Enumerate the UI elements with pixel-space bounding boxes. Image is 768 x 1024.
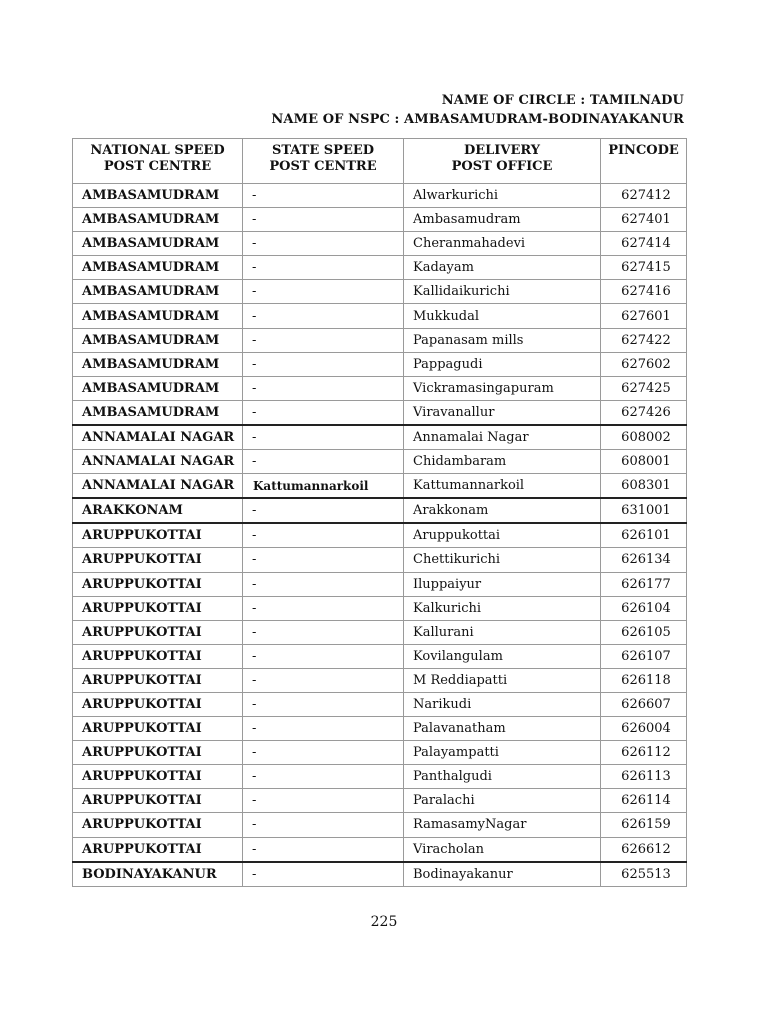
column-header-line: DELIVERY (463, 143, 541, 158)
cell-nspc: AMBASAMUDRAM (73, 376, 243, 400)
cell-nspc: ARUPPUKOTTAI (73, 668, 243, 692)
cell-sspc: - (243, 280, 404, 304)
cell-pincode: 626118 (601, 668, 687, 692)
cell-nspc: ARUPPUKOTTAI (73, 572, 243, 596)
cell-nspc: ARUPPUKOTTAI (73, 813, 243, 837)
table-row (73, 717, 687, 741)
cell-sspc: - (243, 572, 404, 596)
column-header-pincode (601, 139, 687, 184)
table-row (73, 208, 687, 232)
cell-pincode: 608001 (601, 450, 687, 474)
cell-delivery-office: Narikudi (404, 692, 601, 716)
cell-delivery-office: Palavanatham (404, 717, 601, 741)
cell-nspc: AMBASAMUDRAM (73, 256, 243, 280)
table-row (73, 352, 687, 376)
cell-sspc: - (243, 620, 404, 644)
cell-nspc: AMBASAMUDRAM (73, 400, 243, 425)
cell-pincode: 626101 (601, 523, 687, 548)
cell-sspc: - (243, 400, 404, 425)
cell-delivery-office: Bodinayakanur (404, 862, 601, 887)
cell-sspc: - (243, 765, 404, 789)
cell-sspc: - (243, 425, 404, 450)
cell-nspc: BODINAYAKANUR (73, 862, 243, 887)
cell-pincode: 626004 (601, 717, 687, 741)
cell-delivery-office: Kalkurichi (404, 596, 601, 620)
table-header (73, 139, 687, 184)
table-row (73, 668, 687, 692)
cell-nspc: ARAKKONAM (73, 498, 243, 523)
table-row (73, 620, 687, 644)
cell-delivery-office: Annamalai Nagar (404, 425, 601, 450)
cell-sspc: - (243, 668, 404, 692)
cell-delivery-office: Mukkudal (404, 304, 601, 328)
cell-nspc: AMBASAMUDRAM (73, 280, 243, 304)
cell-sspc: - (243, 232, 404, 256)
cell-sspc: - (243, 328, 404, 352)
cell-sspc: - (243, 523, 404, 548)
cell-delivery-office: Kallidaikurichi (404, 280, 601, 304)
cell-nspc: ARUPPUKOTTAI (73, 644, 243, 668)
column-header-line: NATIONAL SPEED (90, 143, 225, 158)
cell-pincode: 626112 (601, 741, 687, 765)
cell-sspc: - (243, 208, 404, 232)
table-row (73, 304, 687, 328)
cell-pincode: 631001 (601, 498, 687, 523)
cell-sspc: - (243, 498, 404, 523)
cell-nspc: ANNAMALAI NAGAR (73, 450, 243, 474)
cell-delivery-office: Vickramasingapuram (404, 376, 601, 400)
table-row (73, 328, 687, 352)
cell-pincode: 626105 (601, 620, 687, 644)
cell-nspc: ARUPPUKOTTAI (73, 765, 243, 789)
cell-sspc: - (243, 304, 404, 328)
table-row (73, 425, 687, 450)
cell-delivery-office: Chidambaram (404, 450, 601, 474)
cell-pincode: 627416 (601, 280, 687, 304)
cell-pincode: 626113 (601, 765, 687, 789)
cell-delivery-office: Pappagudi (404, 352, 601, 376)
cell-delivery-office: Kattumannarkoil (404, 474, 601, 499)
cell-pincode: 627425 (601, 376, 687, 400)
cell-nspc: ARUPPUKOTTAI (73, 548, 243, 572)
speed-post-table (72, 138, 687, 887)
cell-sspc: - (243, 644, 404, 668)
cell-delivery-office: Chettikurichi (404, 548, 601, 572)
cell-nspc: AMBASAMUDRAM (73, 184, 243, 208)
cell-sspc: - (243, 741, 404, 765)
cell-sspc: - (243, 376, 404, 400)
cell-nspc: ANNAMALAI NAGAR (73, 425, 243, 450)
cell-delivery-office: Palayampatti (404, 741, 601, 765)
cell-pincode: 627422 (601, 328, 687, 352)
column-header-line: POST CENTRE (103, 159, 212, 174)
cell-pincode: 627426 (601, 400, 687, 425)
table-row (73, 184, 687, 208)
cell-nspc: ARUPPUKOTTAI (73, 789, 243, 813)
cell-delivery-office: Viracholan (404, 837, 601, 862)
column-header-sspc (243, 139, 404, 184)
cell-nspc: ARUPPUKOTTAI (73, 692, 243, 716)
cell-nspc: AMBASAMUDRAM (73, 304, 243, 328)
cell-delivery-office: RamasamyNagar (404, 813, 601, 837)
circle-heading: NAME OF CIRCLE : TAMILNADU (441, 93, 684, 108)
cell-delivery-office: Kallurani (404, 620, 601, 644)
table-row (73, 474, 687, 499)
cell-pincode: 627414 (601, 232, 687, 256)
cell-pincode: 626177 (601, 572, 687, 596)
nspc-heading: NAME OF NSPC : AMBASAMUDRAM-BODINAYAKANUR (271, 112, 684, 127)
cell-sspc: - (243, 596, 404, 620)
cell-nspc: AMBASAMUDRAM (73, 352, 243, 376)
cell-pincode: 626159 (601, 813, 687, 837)
column-header-line: STATE SPEED (271, 143, 375, 158)
table-row (73, 765, 687, 789)
cell-delivery-office: Panthalgudi (404, 765, 601, 789)
cell-pincode: 626607 (601, 692, 687, 716)
cell-nspc: AMBASAMUDRAM (73, 328, 243, 352)
table-row (73, 813, 687, 837)
table-row (73, 280, 687, 304)
table-row (73, 572, 687, 596)
cell-sspc: - (243, 692, 404, 716)
cell-nspc: AMBASAMUDRAM (73, 208, 243, 232)
header-row (73, 139, 687, 184)
cell-delivery-office: Aruppukottai (404, 523, 601, 548)
cell-delivery-office: Paralachi (404, 789, 601, 813)
cell-nspc: ANNAMALAI NAGAR (73, 474, 243, 499)
table-body (73, 184, 687, 887)
cell-pincode: 627412 (601, 184, 687, 208)
column-header-line: PINCODE (608, 143, 679, 158)
cell-pincode: 627601 (601, 304, 687, 328)
cell-pincode: 627602 (601, 352, 687, 376)
cell-nspc: ARUPPUKOTTAI (73, 596, 243, 620)
cell-nspc: ARUPPUKOTTAI (73, 717, 243, 741)
table-row (73, 376, 687, 400)
cell-nspc: ARUPPUKOTTAI (73, 620, 243, 644)
cell-delivery-office: M Reddiapatti (404, 668, 601, 692)
cell-sspc: - (243, 837, 404, 862)
cell-pincode: 626612 (601, 837, 687, 862)
cell-nspc: ARUPPUKOTTAI (73, 837, 243, 862)
cell-nspc: AMBASAMUDRAM (73, 232, 243, 256)
table-row (73, 400, 687, 425)
cell-delivery-office: Iluppaiyur (404, 572, 601, 596)
table-row (73, 741, 687, 765)
cell-pincode: 608301 (601, 474, 687, 499)
cell-sspc: - (243, 184, 404, 208)
column-header-line: POST OFFICE (451, 159, 553, 174)
cell-nspc: ARUPPUKOTTAI (73, 741, 243, 765)
table-row (73, 523, 687, 548)
column-header-nspc (73, 139, 243, 184)
table-row (73, 450, 687, 474)
table-row (73, 232, 687, 256)
table-row (73, 548, 687, 572)
cell-pincode: 608002 (601, 425, 687, 450)
cell-sspc: - (243, 548, 404, 572)
cell-sspc: - (243, 789, 404, 813)
cell-delivery-office: Arakkonam (404, 498, 601, 523)
table-row (73, 596, 687, 620)
table-row (73, 692, 687, 716)
cell-sspc: - (243, 352, 404, 376)
cell-delivery-office: Viravanallur (404, 400, 601, 425)
cell-sspc: - (243, 450, 404, 474)
cell-delivery-office: Kovilangulam (404, 644, 601, 668)
cell-pincode: 626104 (601, 596, 687, 620)
cell-nspc: ARUPPUKOTTAI (73, 523, 243, 548)
cell-pincode: 626107 (601, 644, 687, 668)
cell-pincode: 625513 (601, 862, 687, 887)
cell-sspc: - (243, 813, 404, 837)
cell-pincode: 626134 (601, 548, 687, 572)
cell-sspc: Kattumannarkoil (243, 474, 404, 499)
table-row (73, 498, 687, 523)
cell-delivery-office: Alwarkurichi (404, 184, 601, 208)
cell-delivery-office: Papanasam mills (404, 328, 601, 352)
table-row (73, 644, 687, 668)
cell-sspc: - (243, 862, 404, 887)
column-header-line: POST CENTRE (269, 159, 377, 174)
cell-sspc: - (243, 717, 404, 741)
cell-delivery-office: Cheranmahadevi (404, 232, 601, 256)
cell-pincode: 626114 (601, 789, 687, 813)
table-row (73, 862, 687, 887)
cell-pincode: 627415 (601, 256, 687, 280)
cell-delivery-office: Kadayam (404, 256, 601, 280)
page-number: 225 (370, 914, 398, 930)
cell-sspc: - (243, 256, 404, 280)
cell-delivery-office: Ambasamudram (404, 208, 601, 232)
table-row (73, 789, 687, 813)
table-row (73, 256, 687, 280)
cell-pincode: 627401 (601, 208, 687, 232)
column-header-office (404, 139, 601, 184)
table-row (73, 837, 687, 862)
